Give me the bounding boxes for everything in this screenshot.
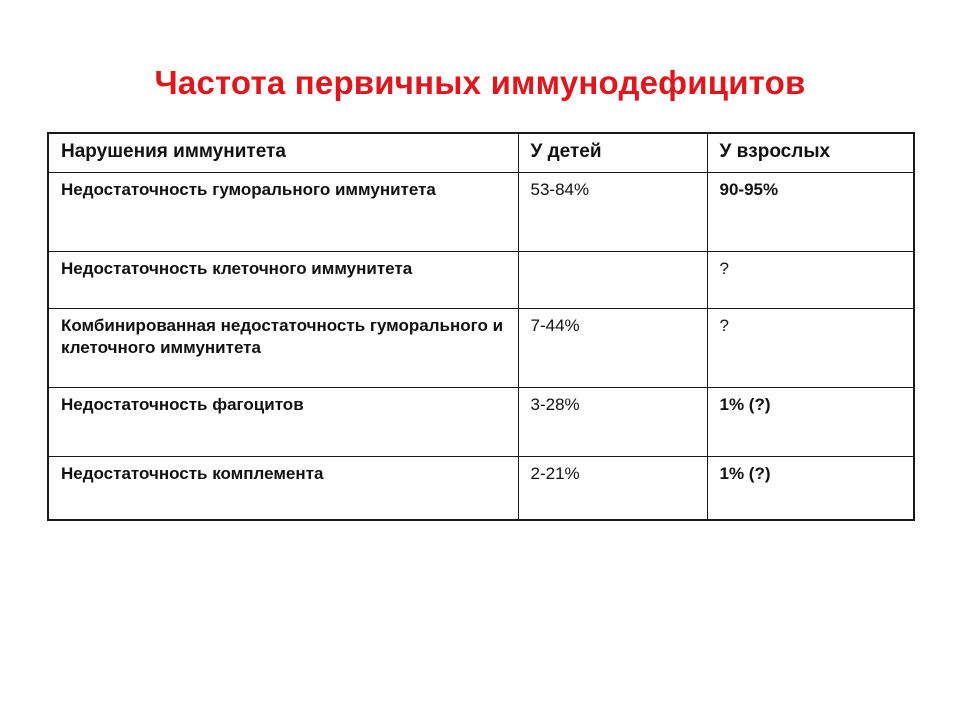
- children-cell: 53-84%: [518, 173, 707, 252]
- children-cell: 2-21%: [518, 457, 707, 521]
- header-children: У детей: [518, 133, 707, 173]
- children-cell: 3-28%: [518, 388, 707, 457]
- table-header-row: [48, 133, 914, 173]
- slide-title: Частота первичных иммунодефицитов: [154, 64, 806, 101]
- header-disorder: Нарушения иммунитета: [48, 133, 518, 173]
- table-row: [48, 309, 914, 388]
- frequency-table: [47, 132, 915, 521]
- disorder-cell: Недостаточность фагоцитов: [48, 388, 518, 457]
- disorder-cell: Недостаточность гуморального иммунитета: [48, 173, 518, 252]
- disorder-cell: Комбинированная недостаточность гуморального и клеточного иммунитета: [48, 309, 518, 388]
- table-row: [48, 388, 914, 457]
- adults-cell: 1% (?): [707, 457, 914, 521]
- table-row: [48, 457, 914, 521]
- disorder-cell: Недостаточность клеточного иммунитета: [48, 252, 518, 309]
- children-cell: [518, 252, 707, 309]
- adults-cell: ?: [707, 252, 914, 309]
- adults-cell: 1% (?): [707, 388, 914, 457]
- table-row: [48, 173, 914, 252]
- adults-cell: 90-95%: [707, 173, 914, 252]
- children-cell: 7-44%: [518, 309, 707, 388]
- adults-cell: ?: [707, 309, 914, 388]
- header-adults: У взрослых: [707, 133, 914, 173]
- table-row: [48, 252, 914, 309]
- disorder-cell: Недостаточность комплемента: [48, 457, 518, 521]
